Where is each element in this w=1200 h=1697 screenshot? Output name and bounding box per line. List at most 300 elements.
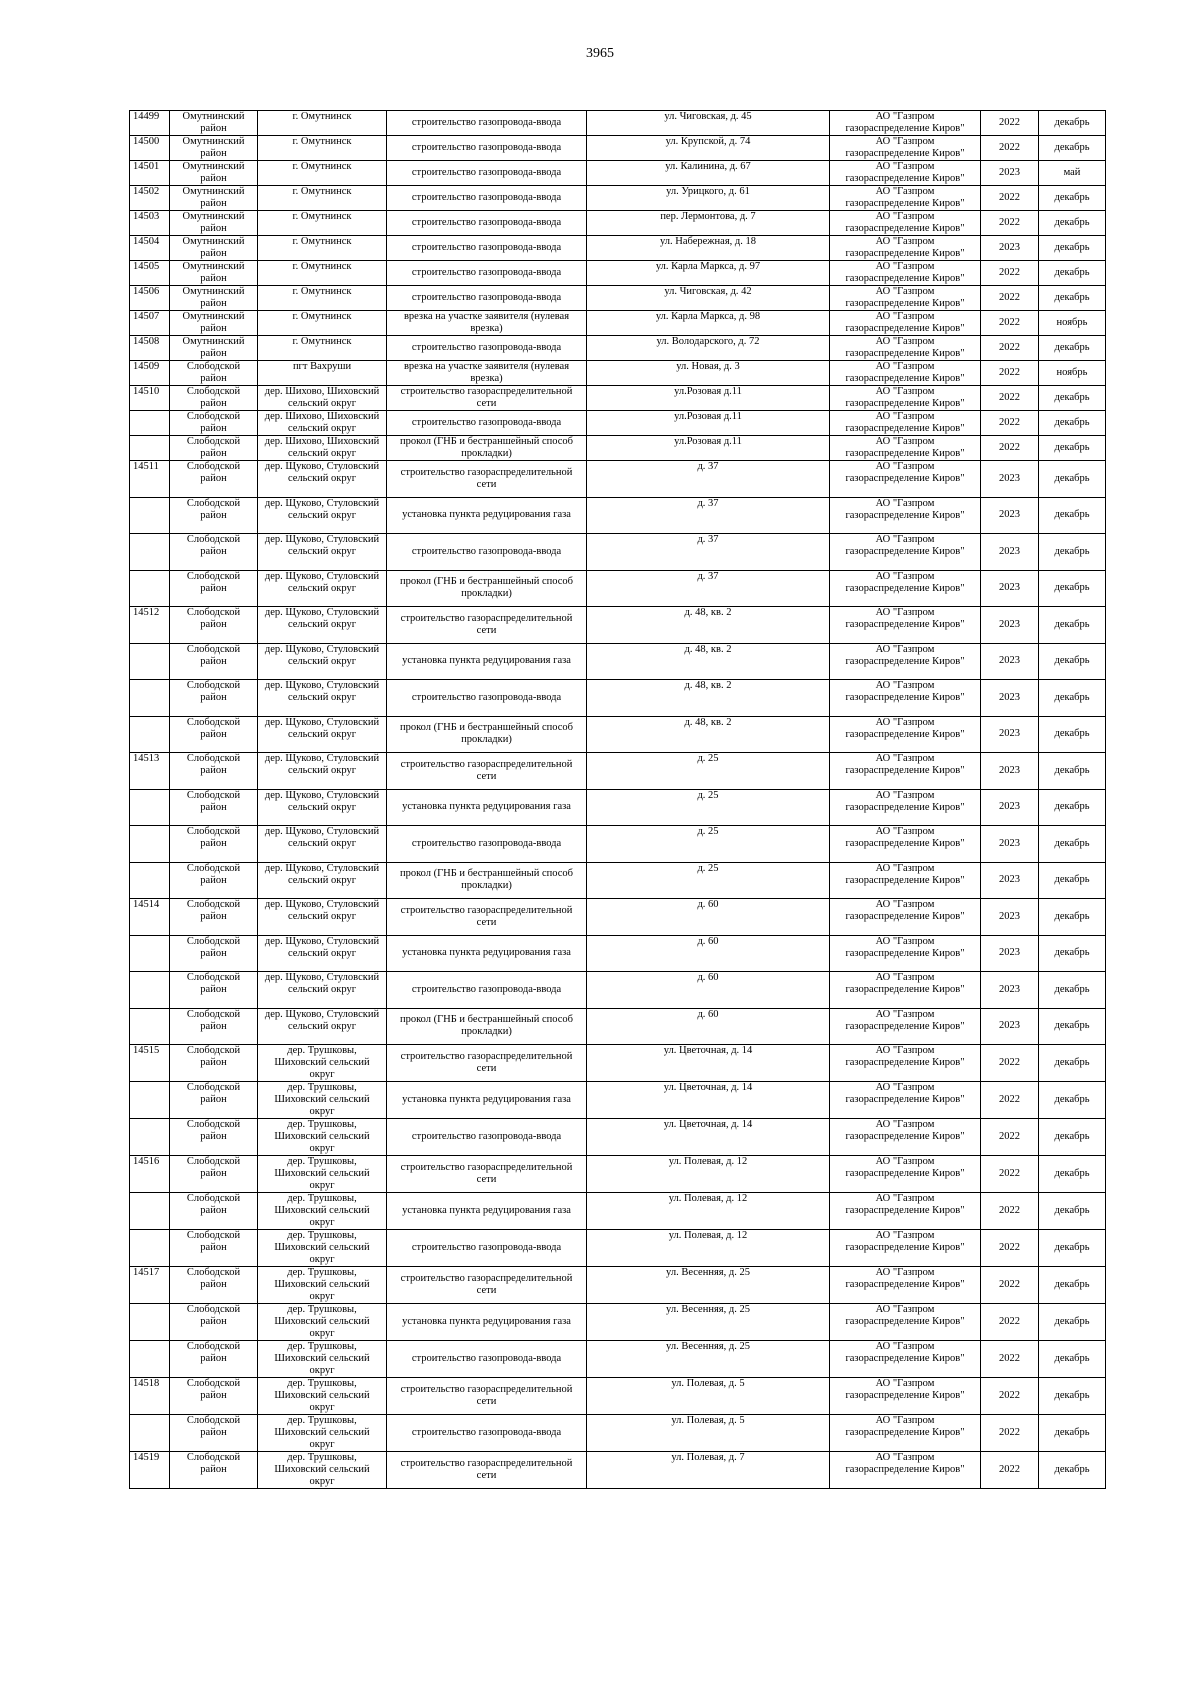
table-row <box>130 361 1106 386</box>
month-cell: декабрь <box>1039 411 1106 436</box>
table-row <box>130 286 1106 311</box>
month-cell: декабрь <box>1039 643 1106 680</box>
row-number: 14509 <box>130 361 170 386</box>
district-cell: Слободской район <box>170 1378 258 1415</box>
address-cell: ул. Полевая, д. 12 <box>587 1156 830 1193</box>
work-type-cell: прокол (ГНБ и бестраншейный способ прокладки) <box>387 436 587 461</box>
year-cell: 2023 <box>981 497 1039 534</box>
address-cell: ул. Карла Маркса, д. 98 <box>587 311 830 336</box>
locality-cell: дер. Щуково, Стуловский сельский округ <box>258 497 387 534</box>
table-row <box>130 161 1106 186</box>
table-row <box>130 211 1106 236</box>
organization-cell: АО "Газпром газораспределение Киров" <box>830 1045 981 1082</box>
organization-cell: АО "Газпром газораспределение Киров" <box>830 570 981 607</box>
month-cell: декабрь <box>1039 286 1106 311</box>
locality-cell: дер. Трушковы, Шиховский сельский округ <box>258 1156 387 1193</box>
locality-cell: дер. Щуково, Стуловский сельский округ <box>258 607 387 644</box>
row-number <box>130 643 170 680</box>
row-number: 14505 <box>130 261 170 286</box>
row-number: 14518 <box>130 1378 170 1415</box>
address-cell: ул. Полевая, д. 5 <box>587 1378 830 1415</box>
row-number <box>130 497 170 534</box>
district-cell: Слободской район <box>170 1045 258 1082</box>
table-row <box>130 311 1106 336</box>
address-cell: д. 37 <box>587 497 830 534</box>
row-number <box>130 826 170 863</box>
address-cell: ул. Володарского, д. 72 <box>587 336 830 361</box>
district-cell: Слободской район <box>170 1008 258 1045</box>
district-cell: Омутнинский район <box>170 111 258 136</box>
address-cell: д. 60 <box>587 935 830 972</box>
locality-cell: дер. Шихово, Шиховский сельский округ <box>258 436 387 461</box>
district-cell: Слободской район <box>170 1156 258 1193</box>
address-cell: ул. Цветочная, д. 14 <box>587 1082 830 1119</box>
table-row <box>130 570 1106 607</box>
organization-cell: АО "Газпром газораспределение Киров" <box>830 972 981 1009</box>
table-row <box>130 136 1106 161</box>
table-row <box>130 497 1106 534</box>
month-cell: декабрь <box>1039 1082 1106 1119</box>
row-number <box>130 1230 170 1267</box>
district-cell: Омутнинский район <box>170 136 258 161</box>
organization-cell: АО "Газпром газораспределение Киров" <box>830 1156 981 1193</box>
table-row <box>130 680 1106 717</box>
address-cell: д. 48, кв. 2 <box>587 643 830 680</box>
district-cell: Слободской район <box>170 1304 258 1341</box>
table-row <box>130 716 1106 753</box>
row-number: 14508 <box>130 336 170 361</box>
organization-cell: АО "Газпром газораспределение Киров" <box>830 643 981 680</box>
organization-cell: АО "Газпром газораспределение Киров" <box>830 186 981 211</box>
year-cell: 2023 <box>981 789 1039 826</box>
year-cell: 2023 <box>981 607 1039 644</box>
month-cell: декабрь <box>1039 1415 1106 1452</box>
locality-cell: дер. Щуково, Стуловский сельский округ <box>258 570 387 607</box>
work-type-cell: строительство газопровода-ввода <box>387 261 587 286</box>
work-type-cell: строительство газораспределительной сети <box>387 1452 587 1489</box>
district-cell: Омутнинский район <box>170 236 258 261</box>
table-row <box>130 1230 1106 1267</box>
year-cell: 2023 <box>981 899 1039 936</box>
work-type-cell: установка пункта редуцирования газа <box>387 497 587 534</box>
row-number: 14515 <box>130 1045 170 1082</box>
year-cell: 2022 <box>981 136 1039 161</box>
organization-cell: АО "Газпром газораспределение Киров" <box>830 361 981 386</box>
page-number: 3965 <box>586 46 614 61</box>
year-cell: 2023 <box>981 862 1039 899</box>
district-cell: Слободской район <box>170 534 258 571</box>
table-row <box>130 436 1106 461</box>
month-cell: декабрь <box>1039 1045 1106 1082</box>
work-type-cell: строительство газораспределительной сети <box>387 1267 587 1304</box>
locality-cell: дер. Щуково, Стуловский сельский округ <box>258 972 387 1009</box>
row-number <box>130 680 170 717</box>
address-cell: д. 48, кв. 2 <box>587 607 830 644</box>
address-cell: ул.Розовая д.11 <box>587 436 830 461</box>
organization-cell: АО "Газпром газораспределение Киров" <box>830 497 981 534</box>
district-cell: Слободской район <box>170 789 258 826</box>
district-cell: Омутнинский район <box>170 286 258 311</box>
row-number <box>130 1008 170 1045</box>
row-number <box>130 1415 170 1452</box>
district-cell: Слободской район <box>170 643 258 680</box>
organization-cell: АО "Газпром газораспределение Киров" <box>830 1415 981 1452</box>
row-number <box>130 972 170 1009</box>
row-number: 14504 <box>130 236 170 261</box>
work-type-cell: строительство газопровода-ввода <box>387 1341 587 1378</box>
locality-cell: дер. Щуково, Стуловский сельский округ <box>258 862 387 899</box>
address-cell: д. 60 <box>587 1008 830 1045</box>
table-row <box>130 862 1106 899</box>
district-cell: Слободской район <box>170 607 258 644</box>
address-cell: д. 48, кв. 2 <box>587 680 830 717</box>
district-cell: Омутнинский район <box>170 186 258 211</box>
table-row <box>130 607 1106 644</box>
organization-cell: АО "Газпром газораспределение Киров" <box>830 1008 981 1045</box>
work-type-cell: строительство газораспределительной сети <box>387 607 587 644</box>
address-cell: д. 37 <box>587 461 830 498</box>
locality-cell: дер. Трушковы, Шиховский сельский округ <box>258 1193 387 1230</box>
work-type-cell: прокол (ГНБ и бестраншейный способ прокладки) <box>387 570 587 607</box>
work-type-cell: строительство газораспределительной сети <box>387 1378 587 1415</box>
locality-cell: г. Омутнинск <box>258 336 387 361</box>
year-cell: 2023 <box>981 643 1039 680</box>
address-cell: ул. Новая, д. 3 <box>587 361 830 386</box>
year-cell: 2022 <box>981 311 1039 336</box>
address-cell: ул. Полевая, д. 5 <box>587 1415 830 1452</box>
address-cell: ул. Крупской, д. 74 <box>587 136 830 161</box>
work-type-cell: строительство газопровода-ввода <box>387 680 587 717</box>
address-cell: ул. Полевая, д. 12 <box>587 1230 830 1267</box>
organization-cell: АО "Газпром газораспределение Киров" <box>830 935 981 972</box>
locality-cell: г. Омутнинск <box>258 136 387 161</box>
locality-cell: г. Омутнинск <box>258 111 387 136</box>
month-cell: декабрь <box>1039 1341 1106 1378</box>
table-row <box>130 935 1106 972</box>
district-cell: Слободской район <box>170 1415 258 1452</box>
month-cell: декабрь <box>1039 186 1106 211</box>
work-type-cell: строительство газопровода-ввода <box>387 534 587 571</box>
works-table <box>129 110 1106 1489</box>
locality-cell: дер. Трушковы, Шиховский сельский округ <box>258 1452 387 1489</box>
month-cell: декабрь <box>1039 1452 1106 1489</box>
work-type-cell: установка пункта редуцирования газа <box>387 643 587 680</box>
month-cell: декабрь <box>1039 236 1106 261</box>
organization-cell: АО "Газпром газораспределение Киров" <box>830 1193 981 1230</box>
locality-cell: дер. Трушковы, Шиховский сельский округ <box>258 1082 387 1119</box>
work-type-cell: врезка на участке заявителя (нулевая врезка) <box>387 361 587 386</box>
district-cell: Слободской район <box>170 361 258 386</box>
work-type-cell: прокол (ГНБ и бестраншейный способ прокладки) <box>387 862 587 899</box>
address-cell: ул. Весенняя, д. 25 <box>587 1341 830 1378</box>
organization-cell: АО "Газпром газораспределение Киров" <box>830 286 981 311</box>
month-cell: декабрь <box>1039 1267 1106 1304</box>
year-cell: 2023 <box>981 461 1039 498</box>
work-type-cell: строительство газопровода-ввода <box>387 161 587 186</box>
district-cell: Слободской район <box>170 461 258 498</box>
table-row <box>130 534 1106 571</box>
organization-cell: АО "Газпром газораспределение Киров" <box>830 261 981 286</box>
table-row <box>130 411 1106 436</box>
work-type-cell: строительство газопровода-ввода <box>387 411 587 436</box>
table-row <box>130 826 1106 863</box>
district-cell: Слободской район <box>170 716 258 753</box>
year-cell: 2023 <box>981 570 1039 607</box>
year-cell: 2022 <box>981 261 1039 286</box>
work-type-cell: установка пункта редуцирования газа <box>387 935 587 972</box>
work-type-cell: строительство газопровода-ввода <box>387 186 587 211</box>
work-type-cell: строительство газораспределительной сети <box>387 1156 587 1193</box>
row-number <box>130 1304 170 1341</box>
month-cell: май <box>1039 161 1106 186</box>
locality-cell: дер. Трушковы, Шиховский сельский округ <box>258 1378 387 1415</box>
row-number <box>130 534 170 571</box>
work-type-cell: прокол (ГНБ и бестраншейный способ прокладки) <box>387 1008 587 1045</box>
year-cell: 2023 <box>981 753 1039 790</box>
row-number: 14507 <box>130 311 170 336</box>
table-row <box>130 1304 1106 1341</box>
district-cell: Слободской район <box>170 1341 258 1378</box>
table-row <box>130 899 1106 936</box>
year-cell: 2022 <box>981 1045 1039 1082</box>
row-number <box>130 436 170 461</box>
district-cell: Слободской район <box>170 935 258 972</box>
address-cell: ул. Весенняя, д. 25 <box>587 1304 830 1341</box>
organization-cell: АО "Газпром газораспределение Киров" <box>830 436 981 461</box>
table-row <box>130 1193 1106 1230</box>
year-cell: 2022 <box>981 361 1039 386</box>
year-cell: 2022 <box>981 1341 1039 1378</box>
organization-cell: АО "Газпром газораспределение Киров" <box>830 1230 981 1267</box>
year-cell: 2022 <box>981 211 1039 236</box>
year-cell: 2022 <box>981 1156 1039 1193</box>
work-type-cell: установка пункта редуцирования газа <box>387 1082 587 1119</box>
table-row <box>130 1378 1106 1415</box>
organization-cell: АО "Газпром газораспределение Киров" <box>830 311 981 336</box>
year-cell: 2023 <box>981 972 1039 1009</box>
year-cell: 2023 <box>981 716 1039 753</box>
year-cell: 2022 <box>981 1119 1039 1156</box>
locality-cell: дер. Щуково, Стуловский сельский округ <box>258 534 387 571</box>
row-number: 14503 <box>130 211 170 236</box>
address-cell: ул. Весенняя, д. 25 <box>587 1267 830 1304</box>
locality-cell: г. Омутнинск <box>258 236 387 261</box>
month-cell: декабрь <box>1039 680 1106 717</box>
district-cell: Слободской район <box>170 1082 258 1119</box>
work-type-cell: установка пункта редуцирования газа <box>387 789 587 826</box>
address-cell: ул. Урицкого, д. 61 <box>587 186 830 211</box>
work-type-cell: врезка на участке заявителя (нулевая врезка) <box>387 311 587 336</box>
address-cell: д. 25 <box>587 826 830 863</box>
year-cell: 2022 <box>981 186 1039 211</box>
work-type-cell: строительство газопровода-ввода <box>387 826 587 863</box>
table-row <box>130 643 1106 680</box>
row-number <box>130 935 170 972</box>
locality-cell: дер. Трушковы, Шиховский сельский округ <box>258 1119 387 1156</box>
year-cell: 2023 <box>981 236 1039 261</box>
work-type-cell: прокол (ГНБ и бестраншейный способ прокладки) <box>387 716 587 753</box>
year-cell: 2022 <box>981 1230 1039 1267</box>
table-row <box>130 111 1106 136</box>
address-cell: ул. Калинина, д. 67 <box>587 161 830 186</box>
year-cell: 2022 <box>981 436 1039 461</box>
year-cell: 2022 <box>981 411 1039 436</box>
district-cell: Слободской район <box>170 1452 258 1489</box>
row-number: 14511 <box>130 461 170 498</box>
year-cell: 2022 <box>981 1193 1039 1230</box>
month-cell: декабрь <box>1039 1008 1106 1045</box>
row-number <box>130 716 170 753</box>
row-number <box>130 1341 170 1378</box>
locality-cell: дер. Трушковы, Шиховский сельский округ <box>258 1045 387 1082</box>
organization-cell: АО "Газпром газораспределение Киров" <box>830 461 981 498</box>
work-type-cell: строительство газораспределительной сети <box>387 461 587 498</box>
work-type-cell: строительство газопровода-ввода <box>387 1119 587 1156</box>
district-cell: Слободской район <box>170 570 258 607</box>
row-number: 14513 <box>130 753 170 790</box>
row-number <box>130 570 170 607</box>
locality-cell: г. Омутнинск <box>258 286 387 311</box>
locality-cell: дер. Щуково, Стуловский сельский округ <box>258 789 387 826</box>
row-number: 14519 <box>130 1452 170 1489</box>
organization-cell: АО "Газпром газораспределение Киров" <box>830 607 981 644</box>
row-number: 14514 <box>130 899 170 936</box>
row-number <box>130 1119 170 1156</box>
district-cell: Омутнинский район <box>170 311 258 336</box>
locality-cell: дер. Щуково, Стуловский сельский округ <box>258 826 387 863</box>
work-type-cell: строительство газопровода-ввода <box>387 336 587 361</box>
work-type-cell: строительство газопровода-ввода <box>387 286 587 311</box>
work-type-cell: строительство газораспределительной сети <box>387 899 587 936</box>
table-row <box>130 1341 1106 1378</box>
address-cell: д. 60 <box>587 972 830 1009</box>
year-cell: 2023 <box>981 680 1039 717</box>
table-row <box>130 972 1106 1009</box>
organization-cell: АО "Газпром газораспределение Киров" <box>830 1267 981 1304</box>
organization-cell: АО "Газпром газораспределение Киров" <box>830 716 981 753</box>
address-cell: ул. Чиговская, д. 42 <box>587 286 830 311</box>
work-type-cell: строительство газораспределительной сети <box>387 386 587 411</box>
address-cell: ул. Полевая, д. 12 <box>587 1193 830 1230</box>
organization-cell: АО "Газпром газораспределение Киров" <box>830 136 981 161</box>
row-number: 14512 <box>130 607 170 644</box>
organization-cell: АО "Газпром газораспределение Киров" <box>830 111 981 136</box>
row-number: 14500 <box>130 136 170 161</box>
district-cell: Слободской район <box>170 972 258 1009</box>
row-number <box>130 1193 170 1230</box>
year-cell: 2022 <box>981 1378 1039 1415</box>
address-cell: ул. Карла Маркса, д. 97 <box>587 261 830 286</box>
row-number: 14510 <box>130 386 170 411</box>
locality-cell: дер. Трушковы, Шиховский сельский округ <box>258 1267 387 1304</box>
district-cell: Слободской район <box>170 1193 258 1230</box>
district-cell: Омутнинский район <box>170 211 258 236</box>
table-row <box>130 1156 1106 1193</box>
address-cell: ул. Чиговская, д. 45 <box>587 111 830 136</box>
row-number: 14516 <box>130 1156 170 1193</box>
year-cell: 2022 <box>981 286 1039 311</box>
month-cell: декабрь <box>1039 1156 1106 1193</box>
table-row <box>130 261 1106 286</box>
year-cell: 2022 <box>981 1415 1039 1452</box>
district-cell: Омутнинский район <box>170 336 258 361</box>
row-number: 14506 <box>130 286 170 311</box>
work-type-cell: строительство газопровода-ввода <box>387 1415 587 1452</box>
organization-cell: АО "Газпром газораспределение Киров" <box>830 1341 981 1378</box>
organization-cell: АО "Газпром газораспределение Киров" <box>830 826 981 863</box>
month-cell: декабрь <box>1039 111 1106 136</box>
year-cell: 2023 <box>981 1008 1039 1045</box>
address-cell: ул.Розовая д.11 <box>587 386 830 411</box>
work-type-cell: строительство газораспределительной сети <box>387 1045 587 1082</box>
district-cell: Слободской район <box>170 411 258 436</box>
month-cell: декабрь <box>1039 136 1106 161</box>
month-cell: декабрь <box>1039 1119 1106 1156</box>
address-cell: д. 25 <box>587 862 830 899</box>
district-cell: Слободской район <box>170 826 258 863</box>
year-cell: 2022 <box>981 1452 1039 1489</box>
month-cell: декабрь <box>1039 386 1106 411</box>
month-cell: декабрь <box>1039 261 1106 286</box>
address-cell: ул. Цветочная, д. 14 <box>587 1045 830 1082</box>
district-cell: Слободской район <box>170 1119 258 1156</box>
table-row <box>130 753 1106 790</box>
address-cell: пер. Лермонтова, д. 7 <box>587 211 830 236</box>
locality-cell: г. Омутнинск <box>258 261 387 286</box>
locality-cell: дер. Шихово, Шиховский сельский округ <box>258 386 387 411</box>
organization-cell: АО "Газпром газораспределение Киров" <box>830 1304 981 1341</box>
year-cell: 2022 <box>981 386 1039 411</box>
address-cell: ул. Цветочная, д. 14 <box>587 1119 830 1156</box>
table-row <box>130 1415 1106 1452</box>
work-type-cell: строительство газопровода-ввода <box>387 111 587 136</box>
row-number <box>130 1082 170 1119</box>
year-cell: 2022 <box>981 1267 1039 1304</box>
year-cell: 2023 <box>981 161 1039 186</box>
year-cell: 2023 <box>981 826 1039 863</box>
table-row <box>130 789 1106 826</box>
locality-cell: дер. Трушковы, Шиховский сельский округ <box>258 1341 387 1378</box>
district-cell: Слободской район <box>170 436 258 461</box>
locality-cell: г. Омутнинск <box>258 186 387 211</box>
row-number <box>130 789 170 826</box>
locality-cell: дер. Щуково, Стуловский сельский округ <box>258 1008 387 1045</box>
year-cell: 2023 <box>981 935 1039 972</box>
address-cell: ул.Розовая д.11 <box>587 411 830 436</box>
district-cell: Слободской район <box>170 497 258 534</box>
table-row <box>130 386 1106 411</box>
month-cell: декабрь <box>1039 211 1106 236</box>
row-number <box>130 862 170 899</box>
address-cell: д. 37 <box>587 534 830 571</box>
organization-cell: АО "Газпром газораспределение Киров" <box>830 1452 981 1489</box>
organization-cell: АО "Газпром газораспределение Киров" <box>830 1119 981 1156</box>
locality-cell: дер. Щуково, Стуловский сельский округ <box>258 643 387 680</box>
district-cell: Слободской район <box>170 386 258 411</box>
table-row <box>130 186 1106 211</box>
year-cell: 2022 <box>981 111 1039 136</box>
organization-cell: АО "Газпром газораспределение Киров" <box>830 789 981 826</box>
locality-cell: дер. Щуково, Стуловский сельский округ <box>258 899 387 936</box>
table-row <box>130 1082 1106 1119</box>
month-cell: декабрь <box>1039 862 1106 899</box>
organization-cell: АО "Газпром газораспределение Киров" <box>830 534 981 571</box>
locality-cell: пгт Вахруши <box>258 361 387 386</box>
organization-cell: АО "Газпром газораспределение Киров" <box>830 899 981 936</box>
district-cell: Слободской район <box>170 753 258 790</box>
month-cell: декабрь <box>1039 461 1106 498</box>
address-cell: д. 25 <box>587 753 830 790</box>
